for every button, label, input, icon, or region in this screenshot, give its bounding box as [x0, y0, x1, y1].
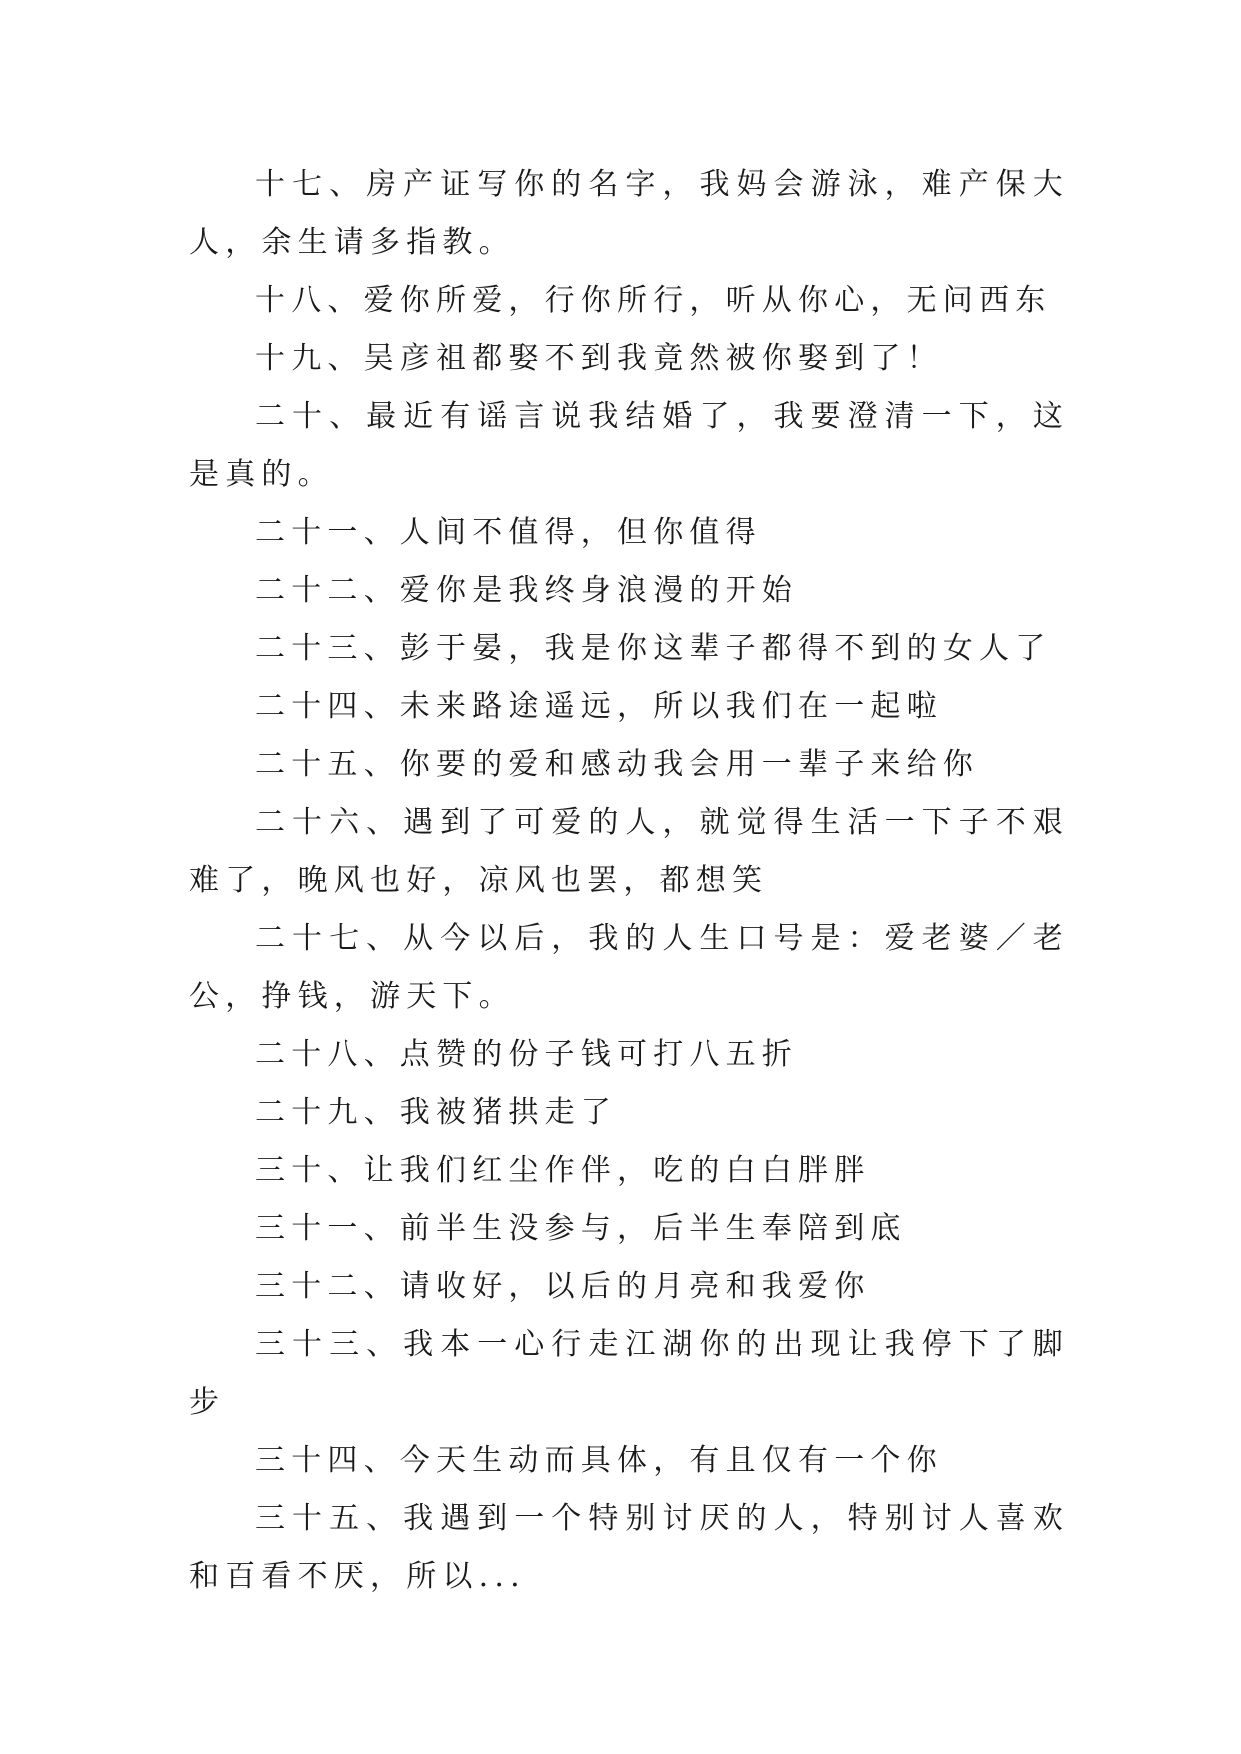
paragraph-31: 三十一、前半生没参与，后半生奉陪到底: [255, 1211, 907, 1246]
paragraph-27: 二十七、从今以后，我的人生口号是：爱老婆／老公，挣钱，游天下。: [189, 921, 1069, 1014]
paragraph-26: 二十六、遇到了可爱的人，就觉得生活一下子不艰难了，晚风也好，凉风也罢，都想笑: [189, 805, 1069, 898]
paragraph-21: 二十一、人间不值得，但你值得: [255, 515, 762, 550]
paragraph-29: 二十九、我被猪拱走了: [255, 1095, 617, 1130]
paragraph-20: 二十、最近有谣言说我结婚了，我要澄清一下，这是真的。: [189, 399, 1069, 492]
document-body: [189, 156, 1069, 1606]
paragraph-32: 三十二、请收好，以后的月亮和我爱你: [255, 1269, 871, 1304]
paragraph-24: 二十四、未来路途遥远，所以我们在一起啦: [255, 689, 943, 724]
paragraph-19: 十九、吴彦祖都娶不到我竟然被你娶到了！: [255, 341, 943, 376]
paragraph-22: 二十二、爱你是我终身浪漫的开始: [255, 573, 798, 608]
paragraph-35: 三十五、我遇到一个特别讨厌的人，特别讨人喜欢和百看不厌，所以...: [189, 1501, 1069, 1594]
paragraph-17: 十七、房产证写你的名字，我妈会游泳，难产保大人，余生请多指教。: [189, 167, 1069, 260]
paragraph-34: 三十四、今天生动而具体，有且仅有一个你: [255, 1443, 943, 1478]
paragraph-28: 二十八、点赞的份子钱可打八五折: [255, 1037, 798, 1072]
paragraph-30: 三十、让我们红尘作伴，吃的白白胖胖: [255, 1153, 871, 1188]
paragraph-18: 十八、爱你所爱，行你所行，听从你心，无问西东: [255, 283, 1052, 318]
paragraph-23: 二十三、彭于晏，我是你这辈子都得不到的女人了: [255, 631, 1052, 666]
paragraph-33: 三十三、我本一心行走江湖你的出现让我停下了脚步: [189, 1327, 1069, 1420]
paragraph-25: 二十五、你要的爱和感动我会用一辈子来给你: [255, 747, 979, 782]
